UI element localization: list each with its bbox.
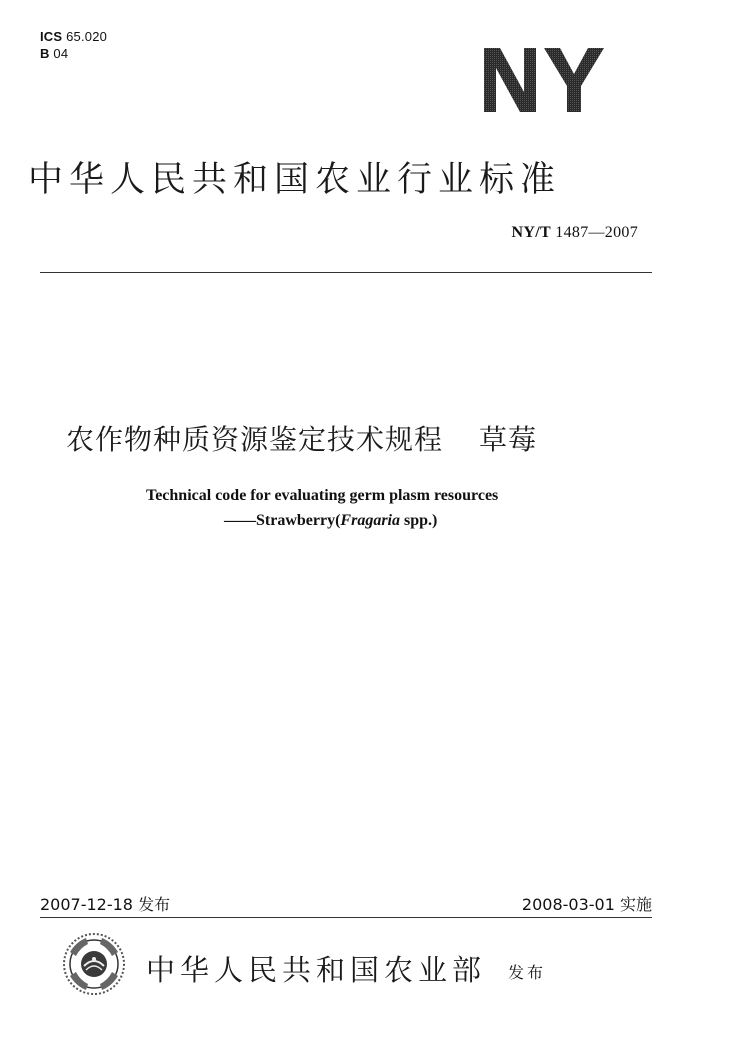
english-title-line1: Technical code for evaluating germ plasm resources xyxy=(146,487,499,504)
footer-divider xyxy=(40,917,652,918)
ics-classification xyxy=(40,28,107,62)
document-title xyxy=(66,418,537,458)
issuing-authority-suffix: 发布 xyxy=(508,963,547,982)
english-title-genus: Fragaria xyxy=(340,512,400,529)
english-title-prefix: ——Strawberry( xyxy=(224,512,341,529)
ics-line xyxy=(40,28,107,45)
header-divider xyxy=(40,272,652,273)
effective-label: 实施 xyxy=(619,895,652,914)
issue-date xyxy=(40,892,170,915)
document-title-cn: 农作物种质资源鉴定技术规程 xyxy=(66,423,444,456)
english-title-suffix: spp.) xyxy=(400,512,438,529)
standard-number-value: 1487—2007 xyxy=(555,224,638,241)
ics-label: ICS xyxy=(40,29,63,44)
standard-number-prefix: NY/T xyxy=(511,224,551,241)
ministry-seal-icon xyxy=(62,932,126,996)
class-line xyxy=(40,45,107,62)
national-standard-title: 中华人民共和国农业行业标准 xyxy=(28,160,562,200)
issue-label: 发布 xyxy=(138,895,171,914)
document-subtitle-cn: 草莓 xyxy=(479,423,538,456)
issuing-authority: 中华人民共和国农业部 xyxy=(146,953,487,987)
class-label: B xyxy=(40,46,50,61)
english-title-line2 xyxy=(224,512,437,530)
effective-date xyxy=(522,892,652,915)
ics-code: 65.020 xyxy=(66,29,108,44)
standard-number xyxy=(512,224,638,242)
ny-logo xyxy=(478,40,608,120)
class-code: 04 xyxy=(53,46,69,61)
issue-date-value: 2007-12-18 xyxy=(40,895,133,914)
effective-date-value: 2008-03-01 xyxy=(521,895,615,914)
